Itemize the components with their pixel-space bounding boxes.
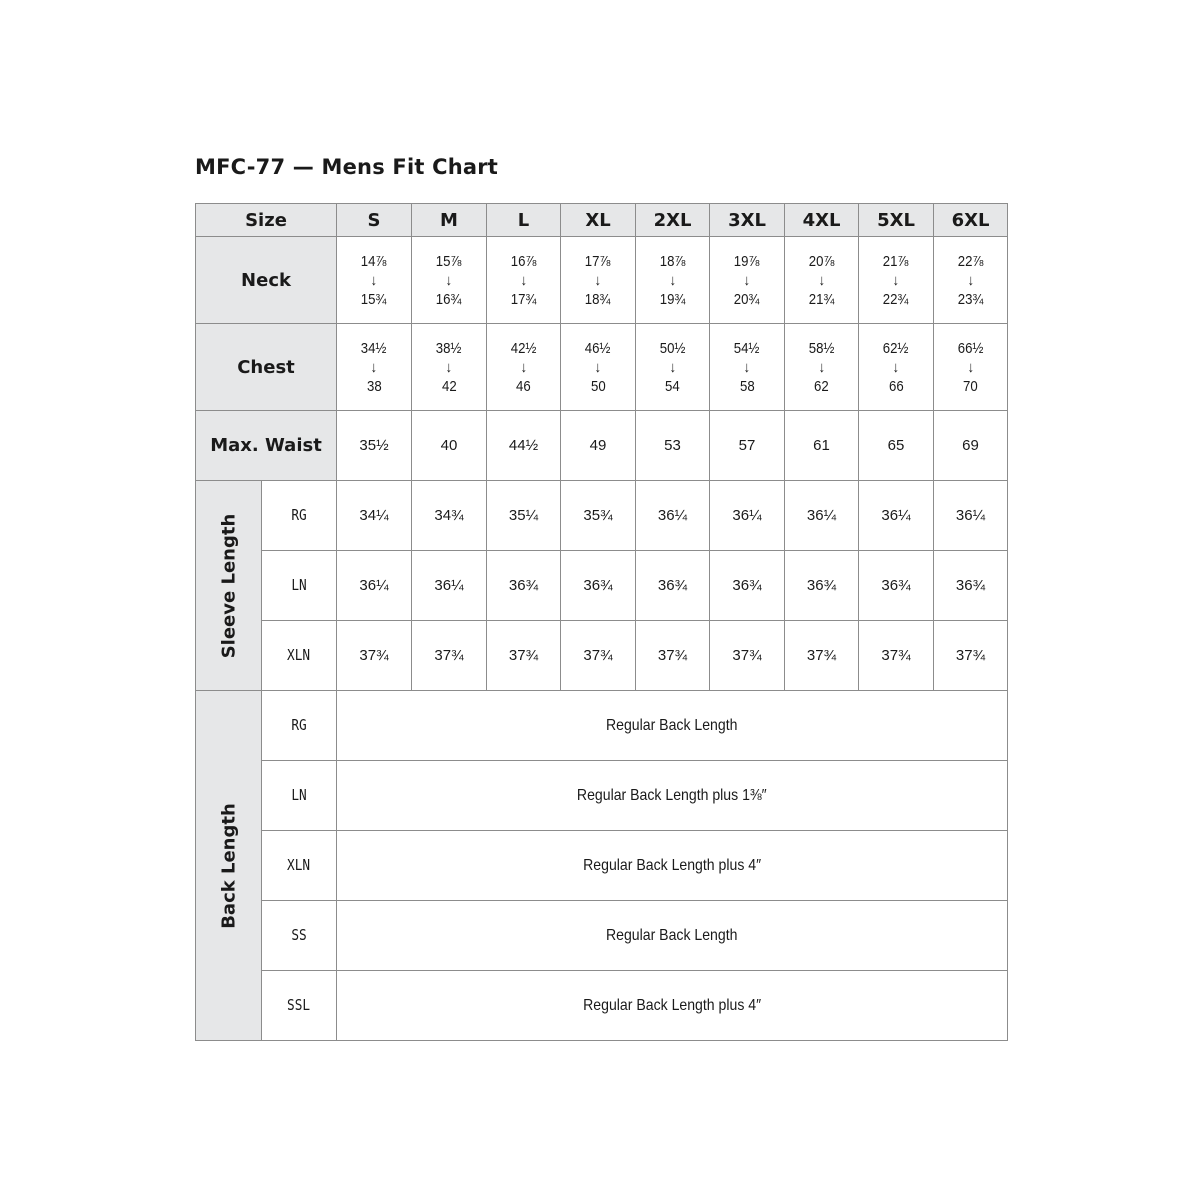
down-arrow-icon: ↓	[370, 271, 378, 289]
waist-cell: 57	[710, 411, 785, 481]
back-text-cell	[337, 691, 1008, 761]
down-arrow-icon: ↓	[892, 358, 900, 376]
neck-to: 22¾	[883, 290, 909, 308]
down-arrow-icon: ↓	[818, 358, 825, 376]
sleeve-row	[196, 481, 1008, 551]
chest-from: 58½	[808, 339, 835, 357]
down-arrow-icon: ↓	[445, 358, 453, 376]
neck-to: 16¾	[436, 290, 462, 308]
waist-cell: 69	[934, 411, 1008, 481]
waist-label: Max. Waist	[196, 411, 337, 481]
sleeve-cell: 36¾	[859, 551, 934, 621]
neck-from: 14⅞	[361, 252, 387, 270]
sleeve-code: XLN	[287, 646, 311, 664]
sleeve-code-cell	[262, 621, 337, 691]
waist-row	[196, 411, 1008, 481]
sleeve-cell: 37¾	[934, 621, 1008, 691]
neck-cell	[412, 237, 487, 324]
chest-cell	[487, 324, 561, 411]
neck-from: 16⅞	[510, 252, 537, 270]
back-code: XLN	[287, 856, 311, 874]
back-row	[196, 971, 1008, 1041]
sleeve-cell: 36¼	[412, 551, 487, 621]
size-header-cell: 4XL	[785, 204, 859, 237]
fit-chart-table	[195, 203, 1008, 1041]
back-text: Regular Back Length	[606, 716, 738, 734]
neck-to: 18¾	[585, 290, 611, 308]
sleeve-code-cell	[262, 481, 337, 551]
down-arrow-icon: ↓	[818, 271, 825, 289]
size-header-cell: 2XL	[636, 204, 710, 237]
chest-to: 66	[888, 377, 904, 395]
back-code-cell	[262, 901, 337, 971]
neck-cell	[636, 237, 710, 324]
back-label-cell	[196, 691, 262, 1041]
waist-cell: 49	[561, 411, 636, 481]
sleeve-cell: 37¾	[710, 621, 785, 691]
back-text: Regular Back Length plus 1⅜″	[577, 786, 767, 804]
sleeve-cell: 36¾	[636, 551, 710, 621]
chest-from: 50½	[659, 339, 686, 357]
sleeve-code: LN	[291, 576, 307, 594]
sleeve-cell: 36¾	[487, 551, 561, 621]
sleeve-cell: 36¾	[785, 551, 859, 621]
size-header-cell: 3XL	[710, 204, 785, 237]
neck-from: 21⅞	[883, 252, 909, 270]
down-arrow-icon: ↓	[967, 358, 974, 376]
back-code-cell	[262, 971, 337, 1041]
sleeve-cell: 37¾	[636, 621, 710, 691]
down-arrow-icon: ↓	[669, 271, 676, 289]
chest-from: 66½	[957, 339, 984, 357]
sleeve-cell: 37¾	[487, 621, 561, 691]
down-arrow-icon: ↓	[594, 358, 602, 376]
down-arrow-icon: ↓	[967, 271, 974, 289]
sleeve-row	[196, 551, 1008, 621]
chest-from: 34½	[361, 339, 387, 357]
down-arrow-icon: ↓	[669, 358, 676, 376]
neck-to: 17¾	[510, 290, 537, 308]
down-arrow-icon: ↓	[594, 271, 602, 289]
sleeve-cell: 36¾	[934, 551, 1008, 621]
back-label: Back Length	[218, 802, 239, 929]
neck-to: 23¾	[957, 290, 984, 308]
sleeve-label-cell	[196, 481, 262, 691]
sleeve-cell: 37¾	[561, 621, 636, 691]
neck-to: 15¾	[361, 290, 387, 308]
chest-cell	[785, 324, 859, 411]
neck-from: 20⅞	[808, 252, 835, 270]
back-row	[196, 831, 1008, 901]
chest-cell	[636, 324, 710, 411]
sleeve-cell: 36¼	[859, 481, 934, 551]
sleeve-cell: 36¾	[710, 551, 785, 621]
neck-cell	[337, 237, 412, 324]
neck-row	[196, 237, 1008, 324]
chart-title: MFC-77 — Mens Fit Chart	[195, 155, 499, 179]
waist-cell: 44½	[487, 411, 561, 481]
sleeve-cell: 36¾	[561, 551, 636, 621]
size-header-cell: 5XL	[859, 204, 934, 237]
sleeve-code-cell	[262, 551, 337, 621]
waist-cell: 65	[859, 411, 934, 481]
chest-from: 38½	[436, 339, 462, 357]
neck-to: 21¾	[808, 290, 835, 308]
back-text: Regular Back Length	[606, 926, 738, 944]
neck-cell	[785, 237, 859, 324]
sleeve-label: Sleeve Length	[218, 513, 239, 658]
chest-label: Chest	[196, 324, 337, 411]
down-arrow-icon: ↓	[520, 271, 527, 289]
chest-to: 62	[814, 377, 829, 395]
down-arrow-icon: ↓	[743, 271, 751, 289]
sleeve-cell: 35¼	[487, 481, 561, 551]
chest-to: 46	[516, 377, 531, 395]
chest-row	[196, 324, 1008, 411]
back-row	[196, 761, 1008, 831]
neck-cell	[859, 237, 934, 324]
neck-to: 19¾	[659, 290, 686, 308]
neck-from: 22⅞	[957, 252, 984, 270]
neck-from: 15⅞	[436, 252, 462, 270]
down-arrow-icon: ↓	[892, 271, 900, 289]
sleeve-cell: 37¾	[785, 621, 859, 691]
down-arrow-icon: ↓	[520, 358, 527, 376]
neck-to: 20¾	[734, 290, 760, 308]
neck-label: Neck	[196, 237, 337, 324]
sleeve-cell: 36¼	[636, 481, 710, 551]
chest-cell	[934, 324, 1008, 411]
down-arrow-icon: ↓	[370, 358, 378, 376]
chest-cell	[337, 324, 412, 411]
back-text-cell	[337, 831, 1008, 901]
back-code-cell	[262, 691, 337, 761]
chest-from: 42½	[510, 339, 537, 357]
back-row	[196, 691, 1008, 761]
back-code: SS	[291, 926, 307, 944]
back-code-cell	[262, 831, 337, 901]
waist-cell: 61	[785, 411, 859, 481]
chest-to: 54	[665, 377, 680, 395]
chest-cell	[412, 324, 487, 411]
neck-from: 19⅞	[734, 252, 760, 270]
neck-cell	[934, 237, 1008, 324]
sleeve-cell: 37¾	[859, 621, 934, 691]
sleeve-cell: 37¾	[337, 621, 412, 691]
sleeve-cell: 34¾	[412, 481, 487, 551]
chest-cell	[710, 324, 785, 411]
chest-from: 62½	[883, 339, 909, 357]
size-header-cell: 6XL	[934, 204, 1008, 237]
sleeve-cell: 35¾	[561, 481, 636, 551]
back-code: RG	[291, 716, 307, 734]
back-text-cell	[337, 761, 1008, 831]
back-text-cell	[337, 971, 1008, 1041]
back-text: Regular Back Length plus 4″	[583, 996, 761, 1014]
chest-to: 58	[739, 377, 755, 395]
sleeve-cell: 37¾	[412, 621, 487, 691]
chest-to: 38	[366, 377, 382, 395]
down-arrow-icon: ↓	[445, 271, 453, 289]
size-header-cell: M	[412, 204, 487, 237]
chest-to: 42	[441, 377, 457, 395]
neck-from: 17⅞	[585, 252, 611, 270]
sleeve-cell: 34¼	[337, 481, 412, 551]
neck-cell	[561, 237, 636, 324]
waist-cell: 40	[412, 411, 487, 481]
waist-cell: 53	[636, 411, 710, 481]
neck-from: 18⅞	[659, 252, 686, 270]
back-text-cell	[337, 901, 1008, 971]
neck-cell	[710, 237, 785, 324]
chest-from: 46½	[585, 339, 611, 357]
chest-to: 50	[590, 377, 606, 395]
back-code: LN	[291, 786, 307, 804]
chest-to: 70	[963, 377, 978, 395]
chest-from: 54½	[734, 339, 760, 357]
waist-cell: 35½	[337, 411, 412, 481]
size-header-cell: L	[487, 204, 561, 237]
sleeve-row	[196, 621, 1008, 691]
back-code-cell	[262, 761, 337, 831]
back-code: SSL	[287, 996, 311, 1014]
chest-cell	[561, 324, 636, 411]
back-text: Regular Back Length plus 4″	[583, 856, 761, 874]
sleeve-code: RG	[291, 506, 307, 524]
sleeve-cell: 36¼	[785, 481, 859, 551]
size-header-cell: S	[337, 204, 412, 237]
chest-cell	[859, 324, 934, 411]
sleeve-cell: 36¼	[934, 481, 1008, 551]
back-row	[196, 901, 1008, 971]
down-arrow-icon: ↓	[743, 358, 751, 376]
neck-cell	[487, 237, 561, 324]
sleeve-cell: 36¼	[710, 481, 785, 551]
size-header-label: Size	[196, 204, 337, 237]
size-header-cell: XL	[561, 204, 636, 237]
size-header-row	[196, 204, 1008, 237]
sleeve-cell: 36¼	[337, 551, 412, 621]
